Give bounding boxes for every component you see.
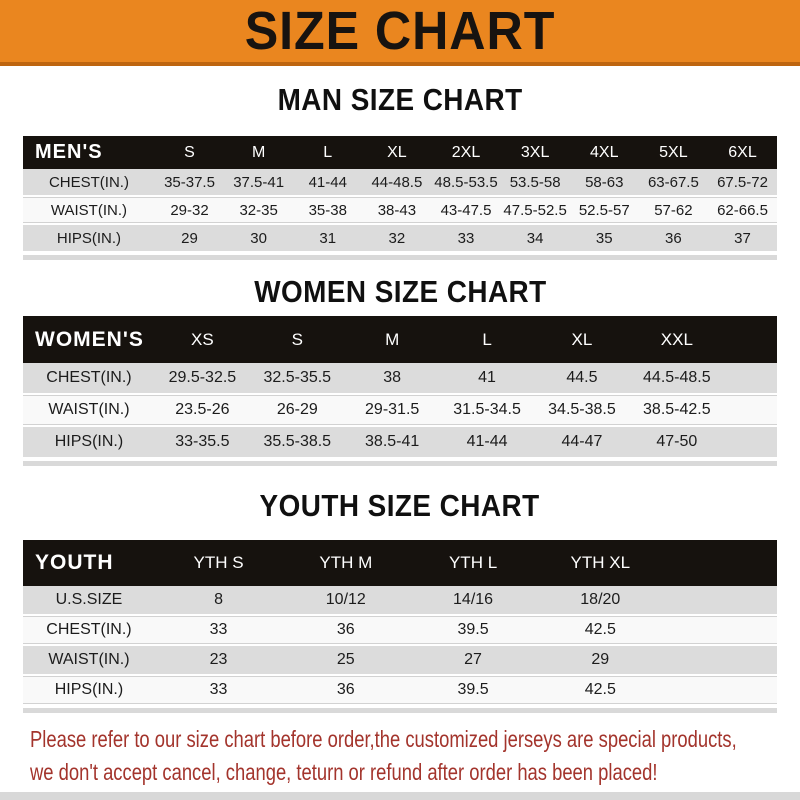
measurement-value: 42.5 (584, 681, 616, 698)
measurement-row (23, 646, 777, 676)
measurement-value: 10/12 (325, 591, 366, 608)
size-column-header: S (291, 329, 303, 349)
measurement-value: 34 (526, 229, 544, 247)
measurement-value: 31 (319, 229, 337, 247)
measurement-value: 48.5-53.5 (434, 173, 498, 191)
measurement-value: 35-38 (308, 201, 347, 219)
size-column-header: YTH M (319, 553, 373, 572)
measurement-label: HIPS(IN.) (56, 229, 122, 247)
measurement-value: 36 (336, 621, 355, 638)
size-column-header: YTH S (193, 553, 244, 572)
measurement-value: 53.5-58 (509, 173, 561, 191)
measurement-value: 44.5 (566, 369, 598, 386)
size-column-header: YTH L (448, 553, 498, 572)
measurement-label: U.S.SIZE (55, 591, 123, 608)
measurement-value: 30 (250, 229, 267, 247)
measurement-value: 29 (181, 229, 198, 247)
measurement-value: 41-44 (466, 433, 508, 450)
measurement-value: 35.5-38.5 (263, 433, 332, 450)
measurement-value: 32 (388, 229, 406, 247)
measurement-value: 44-48.5 (371, 173, 423, 191)
youth-section-title-text: YOUTH SIZE CHART (259, 488, 541, 523)
size-column-header: 2XL (451, 143, 481, 161)
men-section-title-text: MAN SIZE CHART (277, 82, 523, 117)
measurement-row (23, 427, 777, 459)
measurement-row (23, 197, 777, 225)
measurement-value: 42.5 (584, 621, 616, 638)
measurement-value: 47.5-52.5 (503, 201, 567, 219)
measurement-value: 38-43 (377, 201, 417, 219)
measurement-value: 29 (591, 651, 610, 668)
measurement-value: 41-44 (308, 173, 347, 191)
measurement-value: 33-35.5 (175, 433, 230, 450)
size-table-header-row (23, 316, 777, 363)
measurement-label: CHEST(IN.) (46, 369, 132, 386)
men-table-bottom-divider (23, 255, 777, 260)
disclaimer (30, 723, 800, 789)
measurement-value: 25 (336, 651, 355, 668)
measurement-value: 34.5-38.5 (548, 401, 616, 418)
measurement-value: 41 (478, 369, 496, 386)
measurement-value: 35-37.5 (164, 173, 215, 191)
youth-table-bottom-divider (23, 708, 777, 713)
size-column-header: L (482, 329, 492, 349)
measurement-value: 31.5-34.5 (453, 401, 521, 418)
measurement-value: 8 (214, 591, 224, 608)
size-table-header-row (23, 540, 777, 586)
measurement-value: 33 (457, 229, 475, 247)
measurement-label: CHEST(IN.) (46, 621, 132, 638)
measurement-label: HIPS(IN.) (54, 681, 124, 698)
measurement-value: 39.5 (457, 681, 489, 698)
measurement-label: HIPS(IN.) (54, 433, 124, 450)
size-column-header: XL (571, 329, 593, 349)
youth-size-table (23, 540, 777, 706)
measurement-row (23, 395, 777, 427)
measurement-label: WAIST(IN.) (48, 401, 130, 418)
women-size-table (23, 316, 777, 459)
measurement-value: 67.5-72 (717, 173, 768, 191)
size-column-header: XL (387, 143, 407, 161)
measurement-row (23, 169, 777, 197)
measurement-value: 35 (595, 229, 613, 247)
measurement-value: 32-35 (239, 201, 278, 219)
measurement-row (23, 363, 777, 395)
size-column-header: XXL (660, 329, 693, 349)
women-table-bottom-divider (23, 461, 777, 466)
measurement-value: 38.5-42.5 (643, 401, 711, 418)
measurement-value: 27 (464, 651, 482, 668)
size-column-header: L (323, 143, 333, 161)
table-group-label: WOMEN'S (35, 327, 144, 351)
youth-section-title (0, 488, 800, 524)
measurement-value: 36 (665, 229, 682, 247)
measurement-value: 43-47.5 (440, 201, 492, 219)
measurement-value: 63-67.5 (647, 173, 699, 191)
size-column-header: M (385, 329, 400, 349)
measurement-value: 57-62 (654, 201, 693, 219)
measurement-value: 23 (209, 651, 228, 668)
banner (0, 0, 800, 66)
measurement-value: 32.5-35.5 (263, 369, 332, 386)
measurement-value: 38.5-41 (365, 433, 420, 450)
measurement-value: 47-50 (656, 433, 698, 450)
page-title: SIZE CHART (244, 1, 556, 61)
bottom-divider-strip (0, 792, 800, 800)
size-column-header: YTH XL (570, 553, 631, 572)
size-column-header: XS (191, 329, 214, 349)
measurement-label: WAIST(IN.) (48, 651, 130, 668)
size-column-header: S (184, 143, 195, 161)
measurement-value: 44-47 (561, 433, 603, 450)
size-column-header: 4XL (590, 143, 619, 161)
men-section-title (0, 82, 800, 118)
measurement-label: CHEST(IN.) (48, 173, 129, 191)
measurement-value: 33 (209, 681, 228, 698)
measurement-value: 18/20 (580, 591, 621, 608)
measurement-row (23, 586, 777, 616)
size-column-header: 5XL (659, 143, 688, 161)
measurement-value: 37 (734, 229, 751, 247)
measurement-value: 14/16 (453, 591, 494, 608)
measurement-value: 36 (336, 681, 355, 698)
measurement-row (23, 225, 777, 253)
size-table-header-row (23, 136, 777, 169)
measurement-value: 29-32 (170, 201, 209, 219)
women-section-title-text: WOMEN SIZE CHART (253, 274, 547, 309)
measurement-value: 37.5-41 (233, 173, 285, 191)
measurement-value: 23.5-26 (175, 401, 230, 418)
measurement-value: 58-63 (585, 173, 624, 191)
measurement-value: 62-66.5 (717, 201, 768, 219)
disclaimer-line-1: Please refer to our size chart before order,the customized jerseys are special products, (30, 726, 737, 752)
measurement-value: 33 (209, 621, 228, 638)
size-column-header: 3XL (520, 143, 550, 161)
measurement-value: 44.5-48.5 (643, 369, 711, 386)
size-column-header: 6XL (728, 143, 757, 161)
measurement-value: 52.5-57 (578, 201, 630, 219)
measurement-row (23, 616, 777, 646)
measurement-label: WAIST(IN.) (50, 201, 128, 219)
measurement-value: 29-31.5 (365, 401, 420, 418)
women-section-title (0, 274, 800, 310)
measurement-value: 38 (383, 369, 402, 386)
table-group-label: MEN'S (35, 141, 103, 163)
disclaimer-line-2: we don't accept cancel, change, teturn or refund after order has been placed! (30, 759, 658, 785)
table-group-label: YOUTH (35, 551, 114, 574)
measurement-row (23, 676, 777, 706)
men-size-table (23, 136, 777, 253)
measurement-value: 29.5-32.5 (168, 369, 237, 386)
measurement-value: 26-29 (276, 401, 318, 418)
measurement-value: 39.5 (457, 621, 489, 638)
size-column-header: M (251, 143, 266, 161)
